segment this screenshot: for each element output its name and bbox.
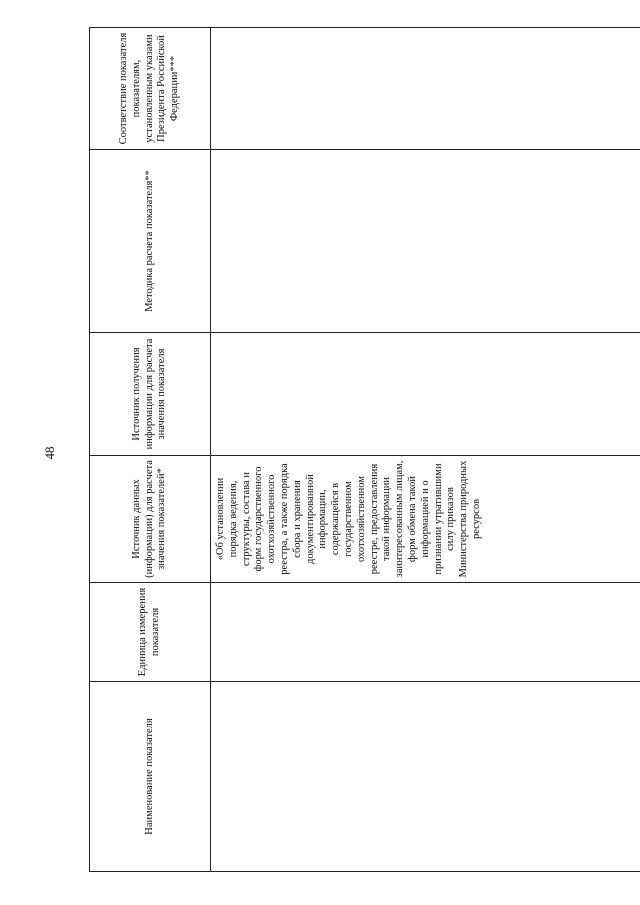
table-header-row — [90, 28, 211, 872]
table-cell — [211, 583, 640, 682]
indicator-table — [89, 27, 640, 872]
header-cell-unit: Единица измерения показателя — [90, 583, 211, 682]
header-cell-method: Методика расчета показателя** — [90, 150, 211, 333]
header-cell-info-source: Источник получения информации для расчета значения показателя — [90, 333, 211, 456]
table-cell — [211, 682, 640, 872]
table-container — [89, 28, 482, 872]
table-cell — [211, 150, 640, 333]
page-number: 48 — [42, 446, 57, 460]
table-row — [211, 28, 640, 872]
header-cell-indicator-name: Наименование показателя — [90, 682, 211, 872]
table-cell — [211, 28, 640, 150]
header-cell-data-source: Источник данных (информации) для расчета значения показателей* — [90, 456, 211, 583]
table-cell — [211, 333, 640, 456]
table-cell-data-source-text: «Об установлении порядка ведения, структуры, состава и форм государственного охотхозяйственного реестра, а также порядка сбора и хранения документированной информации, содержащейся в государственном охотхозяйственном реестре, предоставления такой информации заинтересованным лицам, форм обмена такой информацией и о признании утратившими силу приказов Министерства природных ресурсов — [211, 456, 640, 583]
header-cell-compliance: Соответствие показателя показателям, установленным указами Президента Российской Федерации*** — [90, 28, 211, 150]
